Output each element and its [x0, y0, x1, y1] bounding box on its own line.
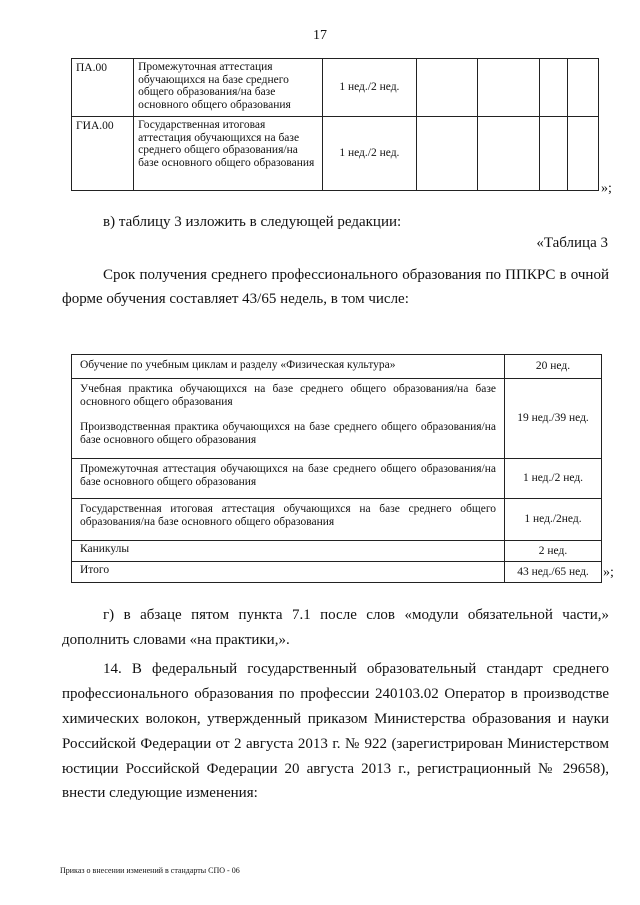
table-cell-name: Производственная практика обучающихся на базе среднего общего образования/на базе основного общего образования [72, 417, 505, 459]
table-cell-empty [478, 59, 540, 117]
table-cell-name: Итого [72, 562, 505, 583]
table-cell-name: Промежуточная аттестация обучающихся на базе среднего общего образования/на базе основного общего образования [72, 459, 505, 499]
paragraph-14-line: профессионального образования по профессии 240103.02 Оператор в производстве [62, 686, 609, 702]
table-cell-value: 19 нед./39 нед. [505, 379, 602, 459]
table-cell-value: 1 нед./2нед. [505, 499, 602, 541]
intro-line-2: форме обучения составляет 43/65 недель, в том числе: [62, 291, 409, 307]
paragraph-14-line: 14. В федеральный государственный образовательный стандарт среднего [103, 661, 609, 677]
table-cell-empty [567, 117, 598, 191]
table-cell-value: 20 нед. [505, 355, 602, 379]
table-row [72, 459, 602, 499]
paragraph-g-line-2: дополнить словами «на практики,». [62, 632, 290, 648]
table-row [72, 499, 602, 541]
table-cell-name: Промежуточная аттестация обучающихся на базе среднего общего образования/на базе основного общего образования [134, 59, 323, 117]
table1-closing-quote: »; [601, 181, 612, 196]
table-cell-empty [478, 117, 540, 191]
table-cell-value: 1 нед./2 нед. [323, 117, 416, 191]
duration-table [71, 354, 602, 583]
table-row [72, 117, 599, 191]
table-row [72, 379, 602, 417]
table-row [72, 562, 602, 583]
table-row [72, 541, 602, 562]
table-caption: «Таблица 3 [536, 235, 608, 251]
paragraph-14-line: внести следующие изменения: [62, 785, 258, 801]
table-cell-value: 1 нед./2 нед. [323, 59, 416, 117]
table-cell-empty [567, 59, 598, 117]
paragraph-v: в) таблицу 3 изложить в следующей редакции: [103, 214, 402, 230]
table-cell-value: 43 нед./65 нед. [505, 562, 602, 583]
table-row [72, 355, 602, 379]
table-cell-name: Государственная итоговая аттестация обучающихся на базе среднего общего образования/на базе основного общего образования [72, 499, 505, 541]
table-cell-empty [416, 59, 478, 117]
table-cell-empty [539, 59, 567, 117]
table2-closing-quote: »; [603, 565, 614, 580]
intro-line-1: Срок получения среднего профессионального образования по ППКРС в очной [103, 267, 609, 283]
paragraph-14-line: юстиции Российской Федерации 20 августа 2013 г., регистрационный № 29658), [62, 761, 609, 777]
paragraph-g-line-1: г) в абзаце пятом пункта 7.1 после слов «модули обязательной части,» [103, 607, 609, 623]
table-cell-value: 2 нед. [505, 541, 602, 562]
table-row [72, 59, 599, 117]
attestation-table [71, 58, 599, 191]
footer-note: Приказ о внесении изменений в стандарты СПО - 06 [60, 866, 240, 875]
table-cell-code: ПА.00 [72, 59, 134, 117]
table-cell-code: ГИА.00 [72, 117, 134, 191]
page-number: 17 [313, 28, 327, 43]
table-cell-value: 1 нед./2 нед. [505, 459, 602, 499]
table-cell-name: Государственная итоговая аттестация обучающихся на базе среднего общего образования/на базе основного общего образования [134, 117, 323, 191]
paragraph-14-line: химических волокон, утвержденный приказом Министерства образования и науки [62, 711, 609, 727]
table-cell-name: Учебная практика обучающихся на базе среднего общего образования/на базе основного общего образования [72, 379, 505, 417]
table-cell-name: Каникулы [72, 541, 505, 562]
table-cell-empty [416, 117, 478, 191]
table-cell-empty [539, 117, 567, 191]
paragraph-14-line: Российской Федерации от 2 августа 2013 г. № 922 (зарегистрирован Министерством [62, 736, 609, 752]
table-cell-name: Обучение по учебным циклам и разделу «Физическая культура» [72, 355, 505, 379]
